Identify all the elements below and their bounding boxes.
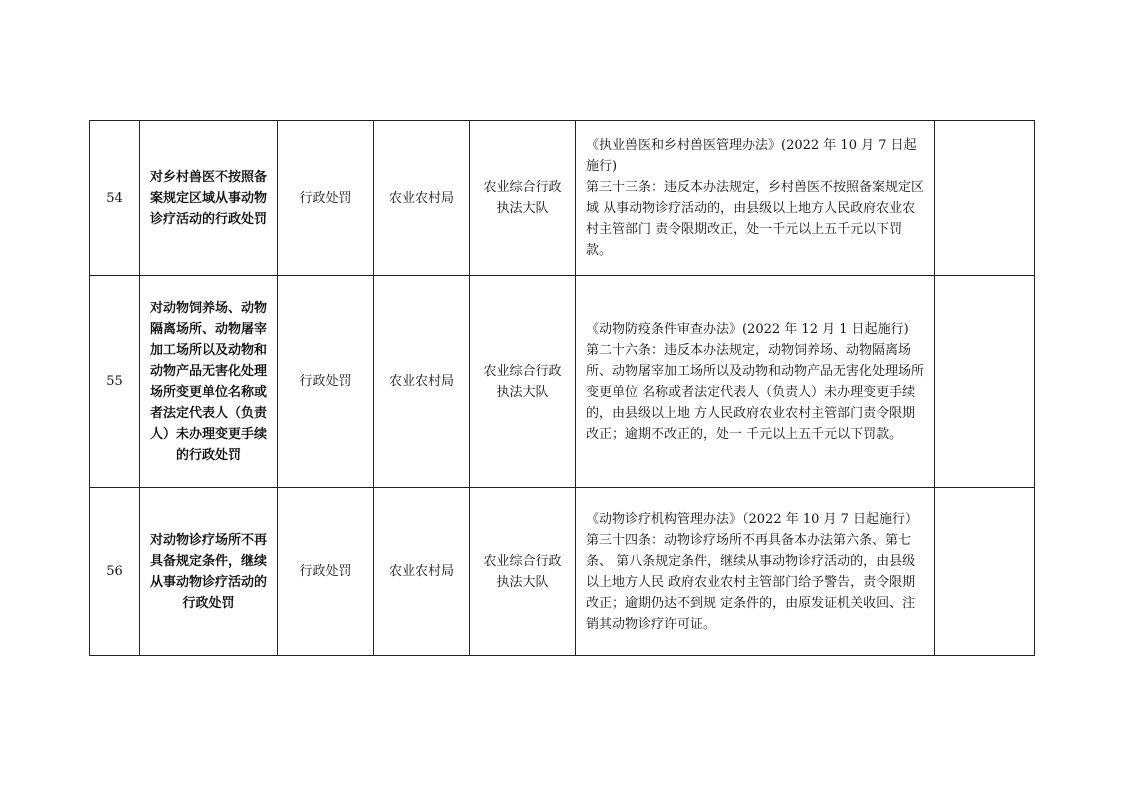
basis-text: 第二十六条：违反本办法规定，动物饲养场、动物隔离场所、动物屠宰加工场所以及动物和动物产品无害化处理场所变更单位 名称或者法定代表人（负责人）未办理变更手续的，由县级以上地 方人民政府农业农村主管部门责令限期改正；逾期不改正的，处一 千元以上五千元以下罚款。 xyxy=(586,342,925,442)
item-remark xyxy=(935,488,1035,656)
legal-basis xyxy=(576,488,935,656)
item-type: 行政处罚 xyxy=(278,488,374,656)
item-name: 对乡村兽医不按照备案规定区域从事动物诊疗活动的行政处罚 xyxy=(140,121,278,276)
item-number: 56 xyxy=(90,488,140,656)
item-name: 对动物诊疗场所不再具备规定条件，继续从事动物诊疗活动的行政处罚 xyxy=(140,488,278,656)
item-type: 行政处罚 xyxy=(278,121,374,276)
item-name: 对动物饲养场、动物隔离场所、动物屠宰加工场所以及动物和动物产品无害化处理场所变更单位名称或者法定代表人（负责人）未办理变更手续的行政处罚 xyxy=(140,276,278,488)
item-department: 农业农村局 xyxy=(374,488,470,656)
table-row xyxy=(90,488,1035,656)
item-department: 农业农村局 xyxy=(374,121,470,276)
table-row xyxy=(90,121,1035,276)
item-department: 农业农村局 xyxy=(374,276,470,488)
penalty-table xyxy=(89,120,1035,656)
item-number: 55 xyxy=(90,276,140,488)
item-type: 行政处罚 xyxy=(278,276,374,488)
basis-title: 《动物诊疗机构管理办法》（2022 年 10 月 7 日起施行） xyxy=(586,511,919,527)
item-remark xyxy=(935,276,1035,488)
basis-title: 《动物防疫条件审查办法》(2022 年 12 月 1 日起施行) xyxy=(586,321,909,337)
item-organ: 农业综合行政执法大队 xyxy=(470,276,576,488)
item-remark xyxy=(935,121,1035,276)
item-organ: 农业综合行政执法大队 xyxy=(470,121,576,276)
table-row xyxy=(90,276,1035,488)
legal-basis xyxy=(576,276,935,488)
basis-text: 第三十三条：违反本办法规定，乡村兽医不按照备案规定区域 从事动物诊疗活动的，由县级以上地方人民政府农业农村主管部门 责令限期改正，处一千元以上五千元以下罚款。 xyxy=(586,180,925,258)
basis-text: 第三十四条：动物诊疗场所不再具备本办法第六条、第七条、 第八条规定条件，继续从事动物诊疗活动的，由县级以上地方人民 政府农业农村主管部门给予警告，责令限期改正；逾期仍达不到规 定条件的，由原发证机关收回、注销其动物诊疗许可证。 xyxy=(586,532,916,632)
basis-title: 《执业兽医和乡村兽医管理办法》(2022 年 10 月 7 日起施行) xyxy=(586,138,917,174)
legal-basis xyxy=(576,121,935,276)
item-organ: 农业综合行政执法大队 xyxy=(470,488,576,656)
item-number: 54 xyxy=(90,121,140,276)
